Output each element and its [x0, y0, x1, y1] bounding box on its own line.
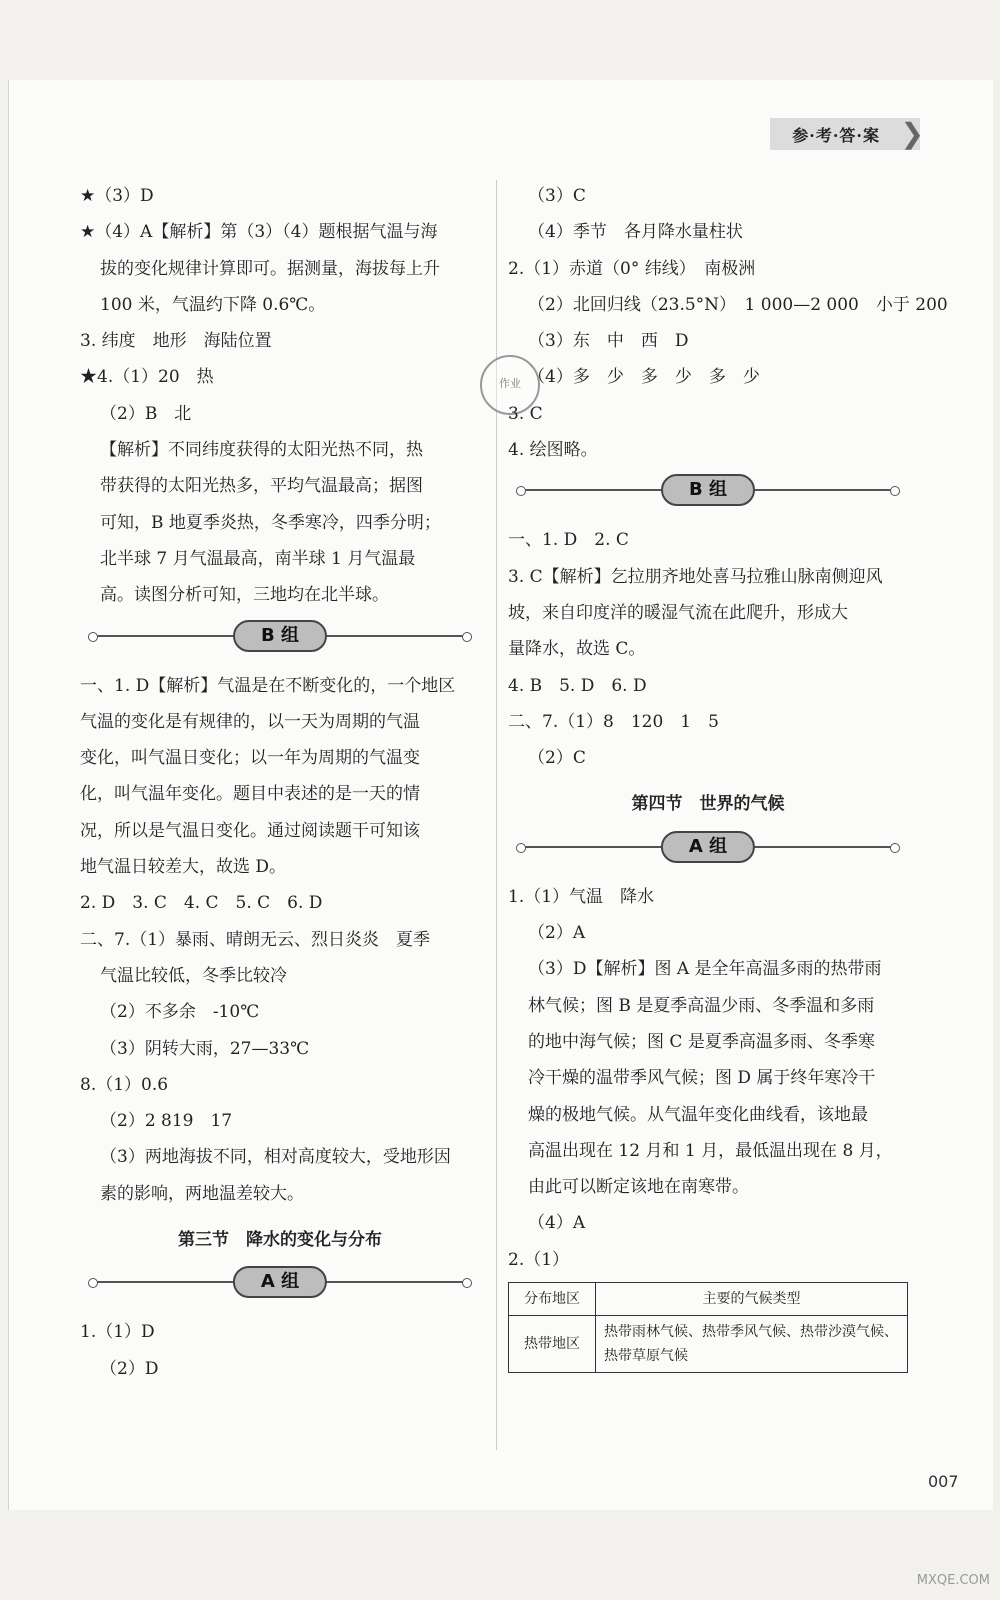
text-line: （3）阴转大雨，27—33℃: [100, 1038, 310, 1059]
left-top-block: [80, 178, 480, 614]
group-b-label: B 组: [661, 474, 755, 506]
group-a-divider: [508, 829, 908, 865]
group-b-divider: [80, 618, 480, 654]
text-line: 2.（1）: [508, 1249, 570, 1270]
text-line: ★（3）D: [80, 186, 154, 206]
text-line: 燥的极地气候。从气温年变化曲线看，该地最: [528, 1104, 868, 1125]
text-line: 3. C: [508, 403, 543, 424]
text-line: ★（4）A【解析】第（3）（4）题根据气温与海: [80, 222, 438, 243]
group-b-divider: [508, 472, 908, 508]
text-line: 1.（1）气温 降水: [508, 886, 655, 907]
text-line: 带获得的太阳光热多，平均气温最高；据图: [100, 476, 423, 497]
text-line: 3. C【解析】乞拉朋齐地处喜马拉雅山脉南侧迎风: [508, 566, 883, 587]
table-cell: 热带地区: [509, 1316, 596, 1373]
table-header-row: [509, 1283, 908, 1316]
text-line: （4）A: [528, 1213, 586, 1234]
text-line: 坡，来自印度洋的暖湿气流在此爬升，形成大: [508, 602, 848, 623]
stamp-text: 作业: [499, 377, 521, 390]
text-line: 北半球 7 月气温最高，南半球 1 月气温最: [100, 548, 416, 569]
text-line: 素的影响，两地温差较大。: [100, 1183, 304, 1204]
text-line: 1.（1）D: [80, 1322, 155, 1343]
text-line: 100 米，气温约下降 0.6℃。: [100, 294, 326, 315]
corner-watermark: MXQE.COM: [916, 1573, 990, 1588]
section-title: 第四节 世界的气候: [631, 794, 785, 815]
group-b-label: B 组: [233, 620, 327, 652]
right-column: [508, 178, 948, 1373]
text-line: 4. B 5. D 6. D: [508, 675, 647, 696]
text-line: 二、7.（1）暴雨、晴朗无云、烈日炎炎 夏季: [80, 929, 431, 950]
text-line: 一、1. D 2. C: [508, 530, 629, 551]
text-line: （2）C: [528, 748, 586, 769]
text-line: 3. 纬度 地形 海陆位置: [80, 331, 272, 352]
text-line: 由此可以断定该地在南寒带。: [528, 1177, 749, 1198]
text-line: 2.（1）赤道（0° 纬线） 南极洲: [508, 258, 756, 279]
climate-table: [508, 1282, 908, 1373]
section-title: 第三节 降水的变化与分布: [178, 1230, 382, 1251]
left-mid-block: [80, 668, 480, 1212]
text-line: 林气候；图 B 是夏季高温少雨、冬季温和多雨: [528, 995, 875, 1016]
answer-key-header: [770, 118, 920, 150]
text-line: 气温比较低，冬季比较冷: [100, 965, 287, 986]
left-bottom-block: [80, 1314, 480, 1387]
text-line: （2）B 北: [100, 403, 192, 424]
right-mid-block: [508, 522, 908, 776]
text-line: 一、1. D【解析】气温是在不断变化的，一个地区: [80, 675, 456, 696]
text-line: 高温出现在 12 月和 1 月，最低温出现在 8 月，: [528, 1140, 893, 1161]
text-line: （3）C: [528, 186, 586, 206]
text-line: 化，叫气温年变化。题目中表述的是一天的情: [80, 784, 420, 805]
text-line: 变化，叫气温日变化；以一年为周期的气温变: [80, 748, 420, 769]
text-line: （3）东 中 西 D: [528, 331, 689, 352]
text-line: ★4.（1）20 热: [80, 367, 214, 388]
right-top-block: [508, 178, 948, 468]
group-a-divider: [80, 1264, 480, 1300]
text-line: 2. D 3. C 4. C 5. C 6. D: [80, 893, 323, 914]
chevron-right-icon: ❯: [900, 117, 924, 150]
text-line: （2）A: [528, 923, 586, 944]
text-line: 况，所以是气温日变化。通过阅读题干可知该: [80, 820, 420, 841]
group-a-label: A 组: [661, 831, 755, 863]
page-number: 007: [928, 1472, 959, 1491]
left-column: [80, 178, 480, 1387]
text-line: （2）不多余 -10℃: [100, 1002, 260, 1023]
table-header-cell: 分布地区: [509, 1283, 596, 1316]
text-line: （4）多 少 多 少 多 少: [528, 367, 760, 388]
text-line: 4. 绘图略。: [508, 440, 598, 461]
table-header-cell: 主要的气候类型: [596, 1283, 908, 1316]
text-line: 地气温日较差大，故选 D。: [80, 857, 287, 878]
text-line: 可知，B 地夏季炎热，冬季寒冷，四季分明；: [100, 512, 441, 533]
header-label: 参·考·答·案: [792, 125, 880, 145]
text-line: 拔的变化规律计算即可。据测量，海拔每上升: [100, 258, 440, 279]
text-line: （2）D: [100, 1358, 159, 1379]
table-row: [509, 1316, 908, 1373]
group-a-label: A 组: [233, 1266, 327, 1298]
text-line: 高。读图分析可知，三地均在北半球。: [100, 585, 389, 606]
right-bottom-block: [508, 879, 908, 1278]
text-line: （3）D【解析】图 A 是全年高温多雨的热带雨: [528, 959, 882, 980]
table-cell: 热带雨林气候、热带季风气候、热带沙漠气候、热带草原气候: [596, 1316, 908, 1373]
text-line: 冷干燥的温带季风气候；图 D 属于终年寒冷干: [528, 1068, 876, 1089]
text-line: 【解析】不同纬度获得的太阳光热不同，热: [100, 440, 423, 461]
text-line: （2）北回归线（23.5°N） 1 000—2 000 小于 200: [528, 294, 948, 315]
text-line: 8.（1）0.6: [80, 1074, 169, 1095]
text-line: （2）2 819 17: [100, 1111, 233, 1132]
text-line: 的地中海气候；图 C 是夏季高温多雨、冬季寒: [528, 1031, 875, 1052]
text-line: （4）季节 各月降水量柱状: [528, 222, 743, 243]
text-line: 二、7.（1）8 120 1 5: [508, 711, 719, 732]
text-line: 气温的变化是有规律的，以一天为周期的气温: [80, 711, 420, 732]
text-line: 量降水，故选 C。: [508, 639, 646, 660]
text-line: （3）两地海拔不同，相对高度较大，受地形因: [100, 1147, 451, 1168]
